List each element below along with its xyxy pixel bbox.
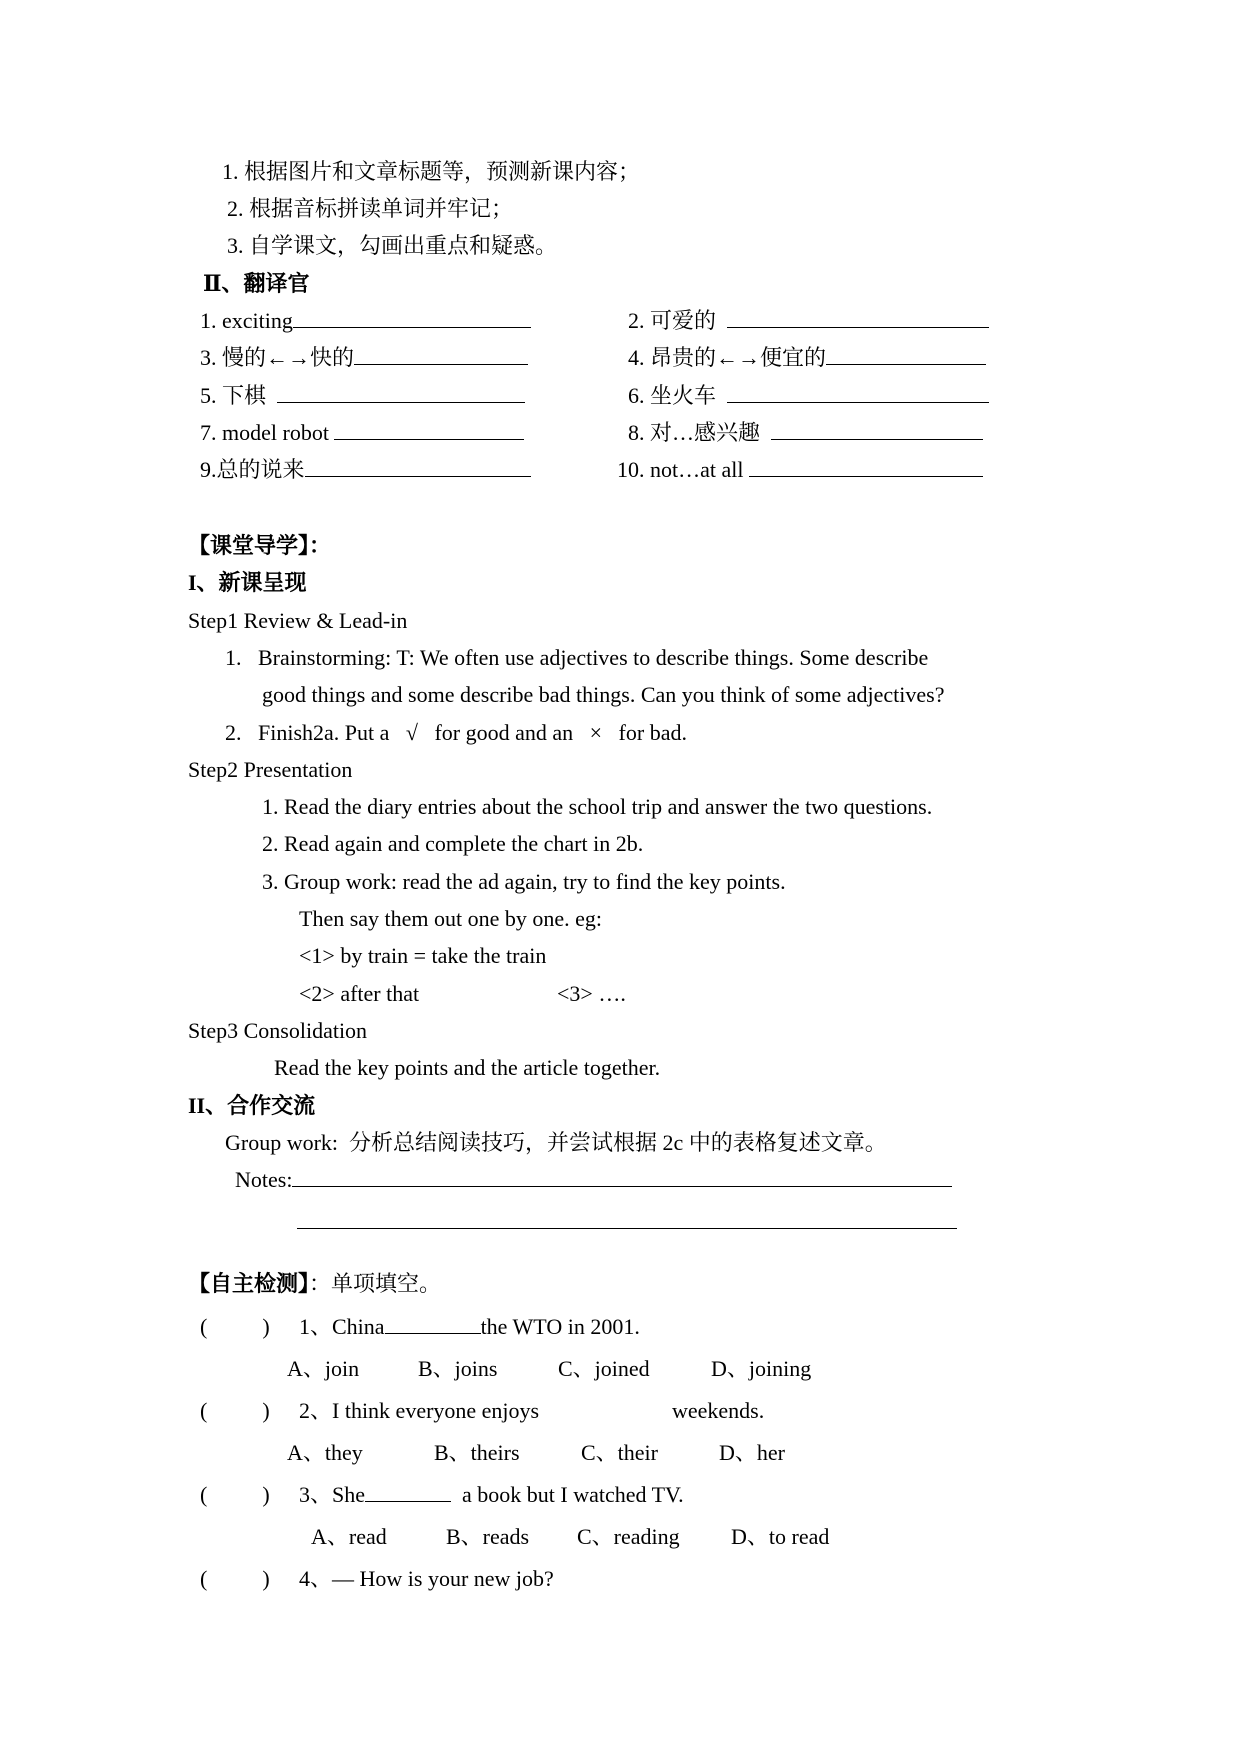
- q1-option: C、joined: [558, 1356, 650, 1381]
- step2-example: <2> after that: [299, 981, 420, 1006]
- answer-paren: ( ): [200, 1398, 270, 1423]
- question-2: 2、I think everyone enjoys: [299, 1398, 540, 1423]
- translator-heading: Ⅱ、翻译官: [203, 271, 310, 296]
- answer-paren: ( ): [200, 1482, 270, 1507]
- translate-item-1: 1. exciting: [200, 307, 531, 335]
- translate-item-7: 7. model robot: [200, 419, 524, 447]
- translate-item-8: 8. 对…感兴趣: [628, 419, 983, 447]
- translate-item-2: 2. 可爱的: [628, 307, 989, 335]
- question-4: 4、— How is your new job?: [299, 1566, 554, 1591]
- q2-option: C、their: [581, 1440, 658, 1465]
- step2-item-cont: Then say them out one by one. eg:: [299, 906, 603, 931]
- q3-option: A、read: [311, 1524, 387, 1549]
- notes-line: Notes:: [235, 1166, 952, 1194]
- step1-item-cont: good things and some describe bad things. Can you think of some adjectives?: [262, 682, 945, 707]
- question-2-end: weekends.: [672, 1398, 765, 1423]
- q1-option: A、join: [287, 1356, 360, 1381]
- translate-item-5: 5. 下棋: [200, 382, 525, 410]
- step1-item: 2. Finish2a. Put a √ for good and an × for bad.: [225, 720, 687, 745]
- step2-item: 1. Read the diary entries about the school trip and answer the two questions.: [262, 794, 933, 819]
- q3-option: B、reads: [446, 1524, 530, 1549]
- preview-task: 3. 自学课文，勾画出重点和疑惑。: [227, 233, 558, 258]
- step1-item: 1. Brainstorming: T: We often use adjectives to describe things. Some describe: [225, 645, 929, 670]
- step2-title: Step2 Presentation: [188, 757, 353, 782]
- preview-task: 1. 根据图片和文章标题等，预测新课内容；: [222, 159, 641, 184]
- step3-title: Step3 Consolidation: [188, 1018, 368, 1043]
- question-3: 3、She a book but I watched TV.: [299, 1482, 684, 1507]
- section-cooperation: II、合作交流: [188, 1093, 316, 1118]
- step2-example: <1> by train = take the train: [299, 943, 547, 968]
- notes-line-2: [297, 1208, 957, 1229]
- step1-title: Step1 Review & Lead-in: [188, 608, 408, 633]
- translate-item-10: 10. not…at all: [617, 456, 983, 484]
- q2-option: A、they: [287, 1440, 363, 1465]
- q2-option: D、her: [719, 1440, 785, 1465]
- translate-item-9: 9.总的说来: [200, 456, 531, 484]
- step3-text: Read the key points and the article together.: [274, 1055, 661, 1080]
- q3-option: D、to read: [731, 1524, 830, 1549]
- classroom-heading: 【课堂导学】：: [188, 533, 332, 558]
- answer-paren: ( ): [200, 1566, 270, 1591]
- answer-paren: ( ): [200, 1314, 270, 1339]
- step2-item: 3. Group work: read the ad again, try to find the key points.: [262, 869, 786, 894]
- step2-item: 2. Read again and complete the chart in 2b.: [262, 831, 644, 856]
- translate-item-6: 6. 坐火车: [628, 382, 989, 410]
- q3-option: C、reading: [577, 1524, 680, 1549]
- translate-item-3: 3. 慢的←→快的: [200, 344, 528, 372]
- translate-item-4: 4. 昂贵的←→便宜的: [628, 344, 986, 372]
- q1-option: D、joining: [711, 1356, 812, 1381]
- question-1: 1、China the WTO in 2001.: [299, 1314, 640, 1339]
- section-new-lesson: I、新课呈现: [188, 570, 307, 595]
- preview-task: 2. 根据音标拼读单词并牢记；: [227, 196, 514, 221]
- self-test-heading: 【自主检测】：单项填空。: [188, 1271, 442, 1296]
- q1-option: B、joins: [418, 1356, 498, 1381]
- q2-option: B、theirs: [434, 1440, 520, 1465]
- step2-example: <3> ….: [557, 981, 626, 1006]
- group-work-text: Group work: 分析总结阅读技巧，并尝试根据 2c 中的表格复述文章。: [225, 1130, 887, 1155]
